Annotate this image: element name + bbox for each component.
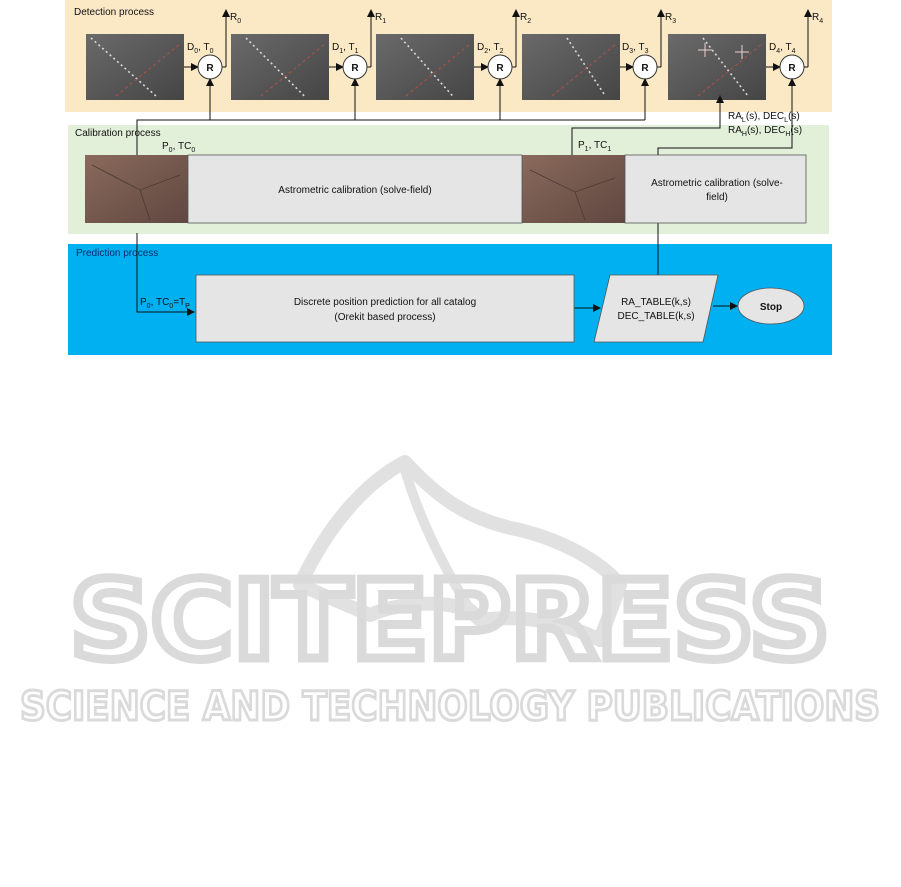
ra-dec-l-label: $RA_L(s)$, $DEC_L(s)$ <box>728 111 800 124</box>
prediction-input-label: $P_0$, $TC_0=T_P$ <box>140 297 190 310</box>
r-output-label-0: $R_0$ <box>230 12 242 25</box>
detection-frame-0 <box>86 34 184 100</box>
r-node-letter-0: R <box>206 63 214 74</box>
r-output-label-4: $R_4$ <box>812 12 824 25</box>
detection-frame-2 <box>376 34 474 100</box>
dt-label-1: $D_1$, $T_1$ <box>332 42 359 55</box>
detection-frame-3 <box>522 34 620 100</box>
p0-label: $P_0$, $TC_0$ <box>162 141 196 154</box>
r-node-letter-4: R <box>788 63 796 74</box>
r-output-label-2: $R_2$ <box>520 12 532 25</box>
prediction-box-line-2: (Orekit based process) <box>334 312 436 323</box>
r-node-letter-1: R <box>351 63 359 74</box>
astrometric-calibration-label-2a: Astrometric calibration (solve- <box>651 178 783 189</box>
calibration-image-0 <box>85 155 188 223</box>
ra-dec-h-label: $RA_H(s)$, $DEC_H(s)$ <box>728 125 803 138</box>
prediction-box-line-1: Discrete position prediction for all catalog <box>293 297 477 308</box>
dt-label-4: $D_4$, $T_4$ <box>769 42 796 55</box>
calibration-lane-title: Calibration process <box>75 128 161 139</box>
r-node-letter-3: R <box>641 63 649 74</box>
astrometric-calibration-label-1: Astrometric calibration (solve-field) <box>278 185 432 196</box>
r-node-letter-2: R <box>496 63 504 74</box>
prediction-lane-title: Prediction process <box>76 248 159 259</box>
watermark-subtitle: SCIENCE AND TECHNOLOGY PUBLICATIONS <box>20 684 880 730</box>
discrete-position-prediction-box <box>196 275 574 342</box>
astrometric-calibration-box-2 <box>625 155 806 223</box>
dt-label-2: $D_2$, $T_2$ <box>477 42 504 55</box>
detection-frame-1 <box>231 34 329 100</box>
p1-label: $P_1$, $TC_1$ <box>578 140 612 153</box>
detection-frame-4 <box>668 34 766 100</box>
watermark-title: SCITEPRESS <box>70 559 830 684</box>
ra-dec-table-parallelogram <box>594 275 718 342</box>
dec-table-label: DEC_TABLE(k,s) <box>617 311 695 322</box>
astrometric-calibration-label-2b: field) <box>706 192 728 203</box>
stop-label: Stop <box>759 302 783 313</box>
r-output-label-1: $R_1$ <box>375 12 387 25</box>
dt-label-3: $D_3$, $T_3$ <box>622 42 649 55</box>
dt-label-0: $D_0$, $T_0$ <box>187 42 214 55</box>
detection-lane-title: Detection process <box>74 7 155 18</box>
ra-table-label: RA_TABLE(k,s) <box>621 297 691 308</box>
calibration-image-1 <box>522 155 625 223</box>
r-output-label-3: $R_3$ <box>665 12 677 25</box>
